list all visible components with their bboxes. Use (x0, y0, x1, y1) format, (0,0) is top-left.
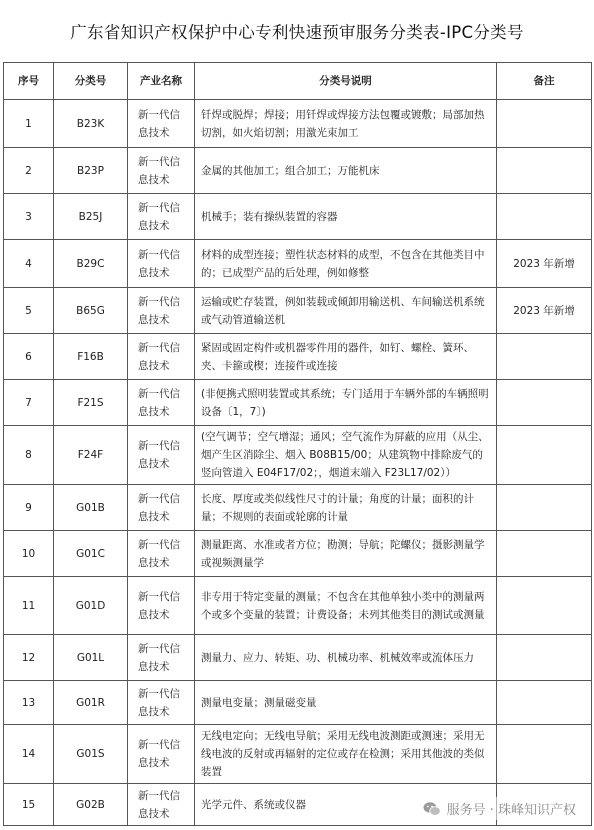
row-industry: 新一代信息技术 (128, 531, 195, 577)
row-index: 6 (4, 334, 54, 380)
header-note: 备注 (497, 63, 592, 100)
row-description: 测量距离、水准或者方位；勘测；导航；陀螺仪；摄影测量学或视频测量学 (195, 531, 497, 577)
row-industry: 新一代信息技术 (128, 288, 195, 334)
row-industry: 新一代信息技术 (128, 194, 195, 240)
row-industry: 新一代信息技术 (128, 725, 195, 784)
header-industry: 产业名称 (128, 63, 195, 100)
row-description: (非便携式照明装置或其系统；专门适用于车辆外部的车辆照明设备〔1，7〕) (195, 380, 497, 426)
row-description: 金属的其他加工；组合加工；万能机床 (195, 148, 497, 194)
table-row (4, 725, 592, 784)
table-row (4, 485, 592, 531)
row-note (497, 334, 592, 380)
row-index: 11 (4, 577, 54, 635)
row-note: 2023 年新增 (497, 240, 592, 288)
row-description: 测量力、应力、转矩、功、机械功率、机械效率或流体压力 (195, 635, 497, 681)
row-description: 运输或贮存装置，例如装载或倾卸用输送机、车间输送机系统或气动管道输送机 (195, 288, 497, 334)
row-industry: 新一代信息技术 (128, 334, 195, 380)
table-row (4, 194, 592, 240)
row-code: G01D (54, 577, 128, 635)
row-note (497, 380, 592, 426)
row-note (497, 531, 592, 577)
table-row (4, 148, 592, 194)
row-industry: 新一代信息技术 (128, 240, 195, 288)
table-row (4, 334, 592, 380)
row-note (497, 635, 592, 681)
row-industry: 新一代信息技术 (128, 577, 195, 635)
header-code: 分类号 (54, 63, 128, 100)
watermark (419, 797, 580, 820)
watermark-text: 服务号 · 珠峰知识产权 (446, 803, 576, 818)
row-code: B25J (54, 194, 128, 240)
row-code: B23K (54, 100, 128, 148)
row-code: G01B (54, 485, 128, 531)
row-index: 9 (4, 485, 54, 531)
table-row (4, 531, 592, 577)
table-row (4, 380, 592, 426)
row-description: 材料的成型连接；塑性状态材料的成型，不包含在其他类目中的；已成型产品的后处理，例如修整 (195, 240, 497, 288)
row-note (497, 485, 592, 531)
row-description: 光学元件、系统或仪器 (195, 784, 497, 826)
row-note (497, 194, 592, 240)
header-description: 分类号说明 (195, 63, 497, 100)
table-row (4, 240, 592, 288)
row-code: F24F (54, 426, 128, 485)
table-row (4, 681, 592, 725)
row-industry: 新一代信息技术 (128, 380, 195, 426)
row-description: 紧固或固定构件或机器零件用的器件，如钉、螺栓、簧环、夹、卡箍或楔；连接件或连接 (195, 334, 497, 380)
row-code: G01S (54, 725, 128, 784)
row-index: 8 (4, 426, 54, 485)
header-row (4, 63, 592, 100)
row-index: 3 (4, 194, 54, 240)
table-row (4, 426, 592, 485)
row-index: 13 (4, 681, 54, 725)
row-note (497, 577, 592, 635)
row-description: 无线电定向；无线电导航；采用无线电波测距或测速；采用无线电波的反射或再辐射的定位或存在检测；采用其他波的类似装置 (195, 725, 497, 784)
table-row (4, 100, 592, 148)
row-index: 14 (4, 725, 54, 784)
row-industry: 新一代信息技术 (128, 635, 195, 681)
row-note: 2023 年新增 (497, 288, 592, 334)
row-industry: 新一代信息技术 (128, 681, 195, 725)
table-row (4, 288, 592, 334)
row-industry: 新一代信息技术 (128, 485, 195, 531)
row-industry: 新一代信息技术 (128, 100, 195, 148)
row-index: 5 (4, 288, 54, 334)
row-note (497, 426, 592, 485)
row-code: B23P (54, 148, 128, 194)
row-code: B29C (54, 240, 128, 288)
row-description: 测量电变量；测量磁变量 (195, 681, 497, 725)
row-code: G01C (54, 531, 128, 577)
row-note (497, 725, 592, 784)
row-description: 非专用于特定变量的测量；不包含在其他单独小类中的测量两个或多个变量的装置；计费设备；未列其他类目的测试或测量 (195, 577, 497, 635)
row-index: 2 (4, 148, 54, 194)
row-index: 1 (4, 100, 54, 148)
page-title: 广东省知识产权保护中心专利快速预审服务分类表-IPC分类号 (70, 23, 524, 42)
row-index: 10 (4, 531, 54, 577)
classification-table (3, 62, 592, 826)
header-index: 序号 (4, 63, 54, 100)
row-description: 长度、厚度或类似线性尺寸的计量；角度的计量；面积的计量；不规则的表面或轮廓的计量 (195, 485, 497, 531)
row-note (497, 681, 592, 725)
table-row (4, 577, 592, 635)
row-industry: 新一代信息技术 (128, 426, 195, 485)
row-index: 15 (4, 784, 54, 826)
row-industry: 新一代信息技术 (128, 784, 195, 826)
row-description: 机械手；装有操纵装置的容器 (195, 194, 497, 240)
row-code: F16B (54, 334, 128, 380)
row-index: 4 (4, 240, 54, 288)
row-note (497, 148, 592, 194)
row-index: 12 (4, 635, 54, 681)
row-code: B65G (54, 288, 128, 334)
row-code: G01R (54, 681, 128, 725)
table-row (4, 635, 592, 681)
row-description: 钎焊或脱焊；焊接；用钎焊或焊接方法包覆或镀敷；局部加热切割，如火焰切割；用激光束加工 (195, 100, 497, 148)
row-code: G01L (54, 635, 128, 681)
row-note (497, 100, 592, 148)
row-index: 7 (4, 380, 54, 426)
row-description: (空气调节；空气增湿；通风；空气流作为屏蔽的应用（从尘、烟产生区消除尘、烟入 B08B15/00；从建筑物中排除废气的竖向管道入 E04F17/02；，烟道末端入 F23L17/02）） (195, 426, 497, 485)
wechat-icon (423, 801, 441, 817)
row-code: G02B (54, 784, 128, 826)
row-industry: 新一代信息技术 (128, 148, 195, 194)
row-code: F21S (54, 380, 128, 426)
